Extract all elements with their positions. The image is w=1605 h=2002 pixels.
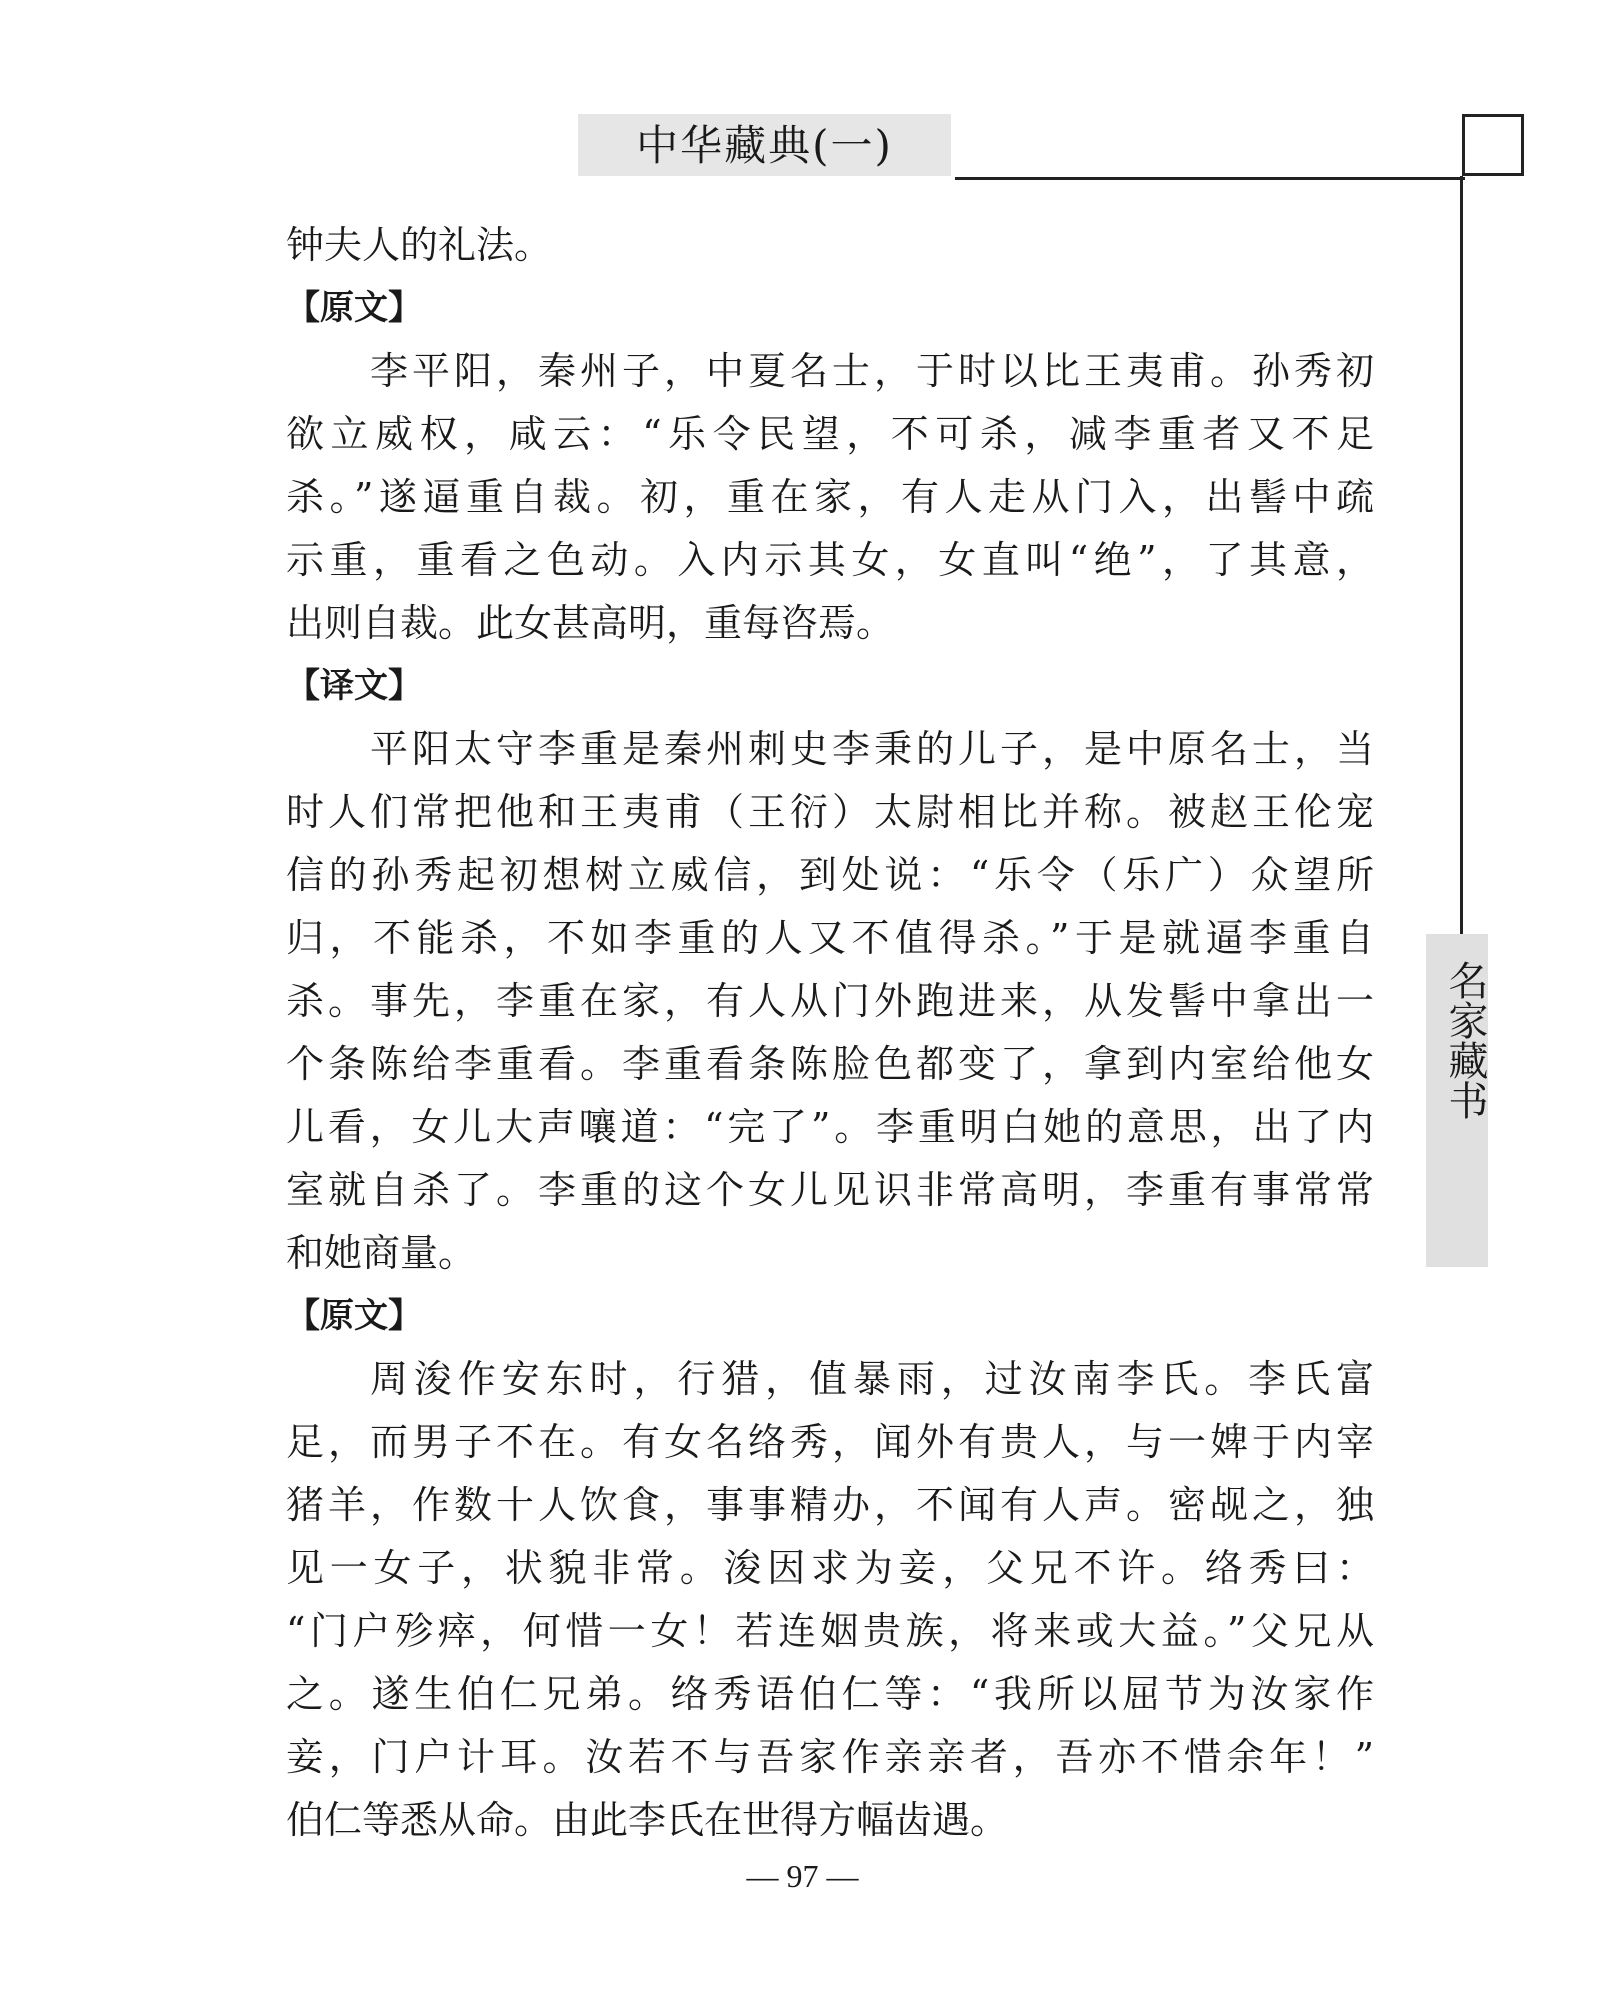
text-line: 平阳太守李重是秦州刺史李秉的儿子，是中原名士，当 <box>370 727 1374 771</box>
text-line: 周浚作安东时，行猎，值暴雨，过汝南李氏。李氏富 <box>370 1357 1374 1401</box>
header-rule-line <box>955 177 1465 180</box>
text-line: 出则自裁。此女甚高明，重每咨焉。 <box>286 601 895 645</box>
text-line: 室就自杀了。李重的这个女儿见识非常高明，李重有事常常 <box>286 1168 1374 1212</box>
body-text <box>286 214 1374 1852</box>
text-line: 妾，门户计耳。汝若不与吾家作亲亲者，吾亦不惜余年！” <box>286 1735 1374 1779</box>
text-line: 信的孙秀起初想树立威信，到处说：“乐令（乐广）众望所 <box>286 853 1374 897</box>
side-rule-line <box>1460 176 1463 934</box>
text-line: 杀。”遂逼重自裁。初，重在家，有人走从门入，出髻中疏 <box>286 475 1374 519</box>
text-line: 猪羊，作数十人饮食，事事精办，不闻有人声。密觇之，独 <box>286 1483 1374 1527</box>
section-heading: 【译文】 <box>286 666 422 706</box>
text-line: 归，不能杀，不如李重的人又不值得杀。”于是就逼李重自 <box>286 916 1374 960</box>
side-tab-label: 名家藏书 <box>1442 960 1488 1120</box>
book-title: 中华藏典(一) <box>636 121 893 170</box>
text-line: 李平阳，秦州子，中夏名士，于时以比王夷甫。孙秀初 <box>370 349 1374 393</box>
section-heading: 【原文】 <box>286 1296 422 1336</box>
corner-square-ornament <box>1462 114 1524 176</box>
text-line: 和她商量。 <box>286 1231 477 1275</box>
text-line: 足，而男子不在。有女名络秀，闻外有贵人，与一婢于内宰 <box>286 1420 1374 1464</box>
text-line: 钟夫人的礼法。 <box>286 223 553 267</box>
text-line: 儿看，女儿大声嚷道：“完了”。李重明白她的意思，出了内 <box>286 1105 1374 1149</box>
text-line: 欲立威权，咸云：“乐令民望，不可杀，减李重者又不足 <box>286 412 1374 456</box>
text-line: 个条陈给李重看。李重看条陈脸色都变了，拿到内室给他女 <box>286 1042 1374 1086</box>
text-line: 杀。事先，李重在家，有人从门外跑进来，从发髻中拿出一 <box>286 979 1374 1023</box>
text-line: 见一女子，状貌非常。浚因求为妾，父兄不许。络秀曰： <box>286 1546 1374 1590</box>
text-line: 伯仁等悉从命。由此李氏在世得方幅齿遇。 <box>286 1798 1009 1842</box>
text-line: 示重，重看之色动。入内示其女，女直叫“绝”，了其意， <box>286 538 1374 582</box>
page-number: — 97 — <box>746 1858 859 1894</box>
text-line: “门户殄瘁，何惜一女！若连姻贵族，将来或大益。”父兄从 <box>286 1609 1374 1653</box>
section-heading: 【原文】 <box>286 288 422 328</box>
text-line: 之。遂生伯仁兄弟。络秀语伯仁等：“我所以屈节为汝家作 <box>286 1672 1374 1716</box>
text-line: 时人们常把他和王夷甫（王衍）太尉相比并称。被赵王伦宠 <box>286 790 1374 834</box>
